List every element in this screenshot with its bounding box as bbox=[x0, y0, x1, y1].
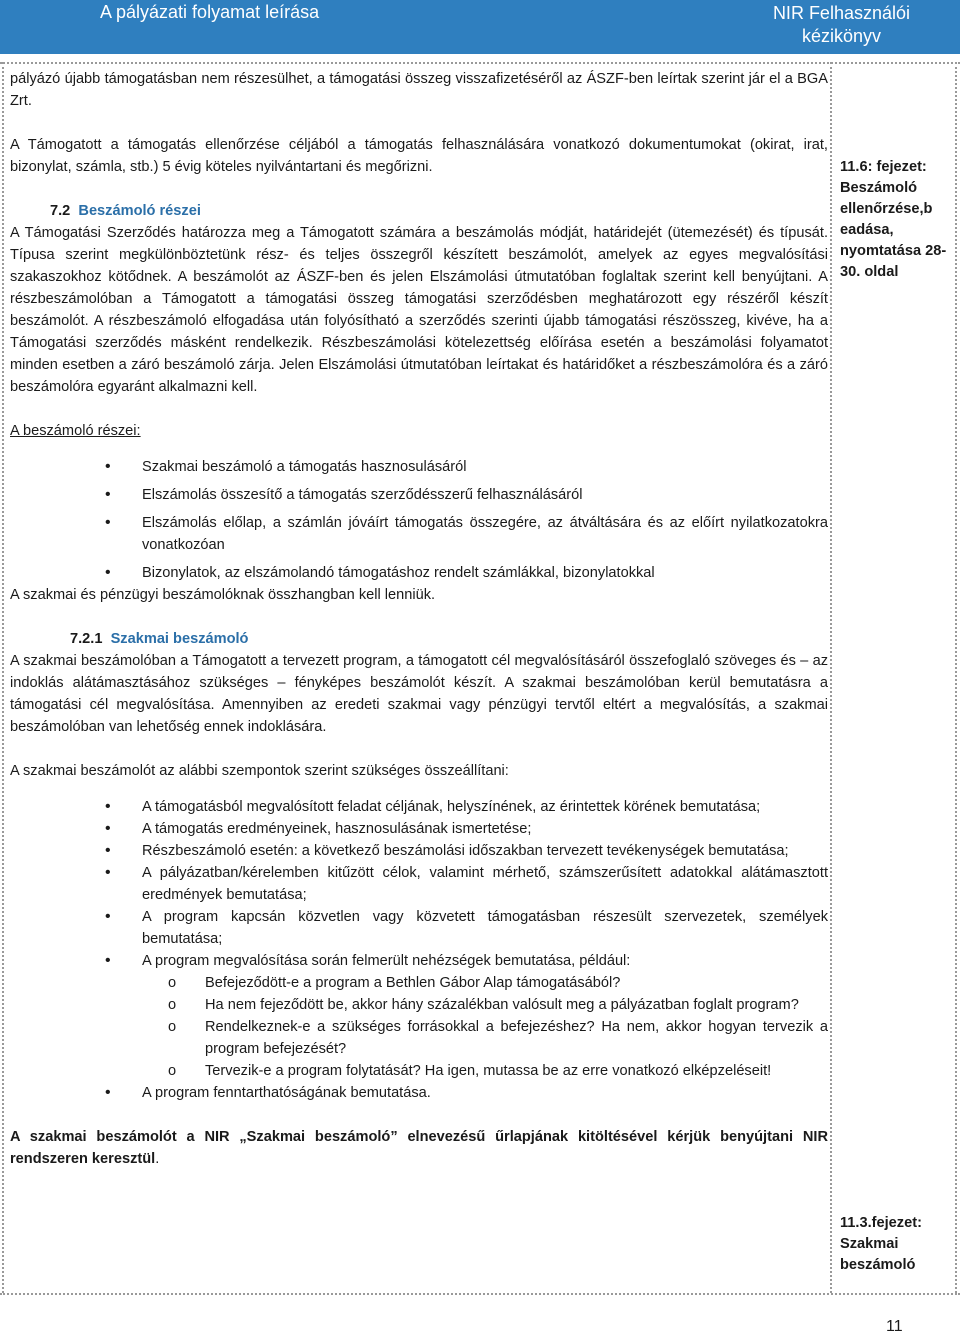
sublist-item: o Rendelkeznek-e a szükséges forrásokkal a befejezéshez? Ha nem, akkor hogyan tervezik a program befejezését? bbox=[10, 1016, 828, 1060]
list-item: • Elszámolás összesítő a támogatás szerződésszerű felhasználásáról bbox=[10, 484, 828, 506]
main-content bbox=[10, 68, 828, 1170]
paragraph-professional-report: A szakmai beszámolóban a Támogatott a tervezett program, a támogatott cél megvalósításáról összefoglaló szöveges és – az indoklás alátámasztásához szükséges – fényképes beszámolót készít. A szakmai beszámolóban kerül bemutatásra a támogatási cél megvalósítása. Amennyiben az eredeti szakmai vagy pénzügyi tervtől eltért a megvalósítás, a szakmai beszámolóban van lehetőség ennek indoklására. bbox=[10, 653, 828, 735]
section-title: Beszámoló részei bbox=[78, 203, 201, 219]
section-number: 7.2 bbox=[50, 203, 71, 219]
section-number: 7.2.1 bbox=[70, 631, 103, 647]
paragraph-criteria-intro: A szakmai beszámolót az alábbi szempontok szerint szükséges összeállítani: bbox=[10, 763, 509, 779]
report-parts-list bbox=[10, 456, 828, 584]
side-note-reference-1: 11.6: fejezet: Beszámoló ellenőrzése,b eadása, nyomtatása 28-30. oldal bbox=[840, 159, 947, 280]
list-item: • A pályázatban/kérelemben kitűzött célok, valamint mérhető, számszerűsített adatokkal alátámasztott eredmények bemutatása; bbox=[10, 862, 828, 906]
paragraph-report-types: A Támogatási Szerződés határozza meg a Támogatott számára a beszámolás módját, határidejét (ütemezését) és típusát. Típusa szerint megkülönböztetünk rész- és teljes összegről készített beszámolót, amelyek az egyes megvalósítási szakaszokhoz kötődnek. A beszámolót az ÁSZF-ben és jelen Elszámolási útmutatóban foglaltak szerint kell benyújtani. A részbeszámolóban a Támogatott a támogatási összeg támogatási szerződésben meghatározott egy részéről készít beszámolót. A részbeszámoló elfogadása után folyósítható a szerződés szerinti újabb támogatási részösszeg, kivéve, ha a Támogatási szerződés másként rendelkezik. Részbeszámolási kötelezettség előírása esetén a beszámolási folyamatot minden esetben a záró beszámoló zárja. Jelen Elszámolási útmutatóban leírtakat és határidőket a részbeszámolóra és a záró beszámolóra egyaránt alkalmazni kell. bbox=[10, 225, 828, 395]
side-note-reference-2: 11.3.fejezet: Szakmai beszámoló bbox=[840, 1215, 922, 1273]
list-item: • A program kapcsán közvetlen vagy közvetett támogatásban részesült szervezetek, személyek bemutatása; bbox=[10, 906, 828, 950]
submission-period: . bbox=[155, 1151, 160, 1167]
list-item: • Szakmai beszámoló a támogatás hasznosulásáról bbox=[10, 456, 828, 478]
section-title: Szakmai beszámoló bbox=[110, 631, 249, 647]
paragraph-consistency: A szakmai és pénzügyi beszámolóknak összhangban kell lenniük. bbox=[10, 587, 436, 603]
list-item: • A program megvalósítása során felmerült nehézségek bemutatása, például: bbox=[10, 950, 828, 972]
frame-border-left bbox=[2, 62, 4, 1293]
paragraph-submission bbox=[10, 1126, 828, 1170]
sublist-item: o Befejeződött-e a program a Bethlen Gábor Alap támogatásából? bbox=[10, 972, 828, 994]
page-number: 11 bbox=[886, 1318, 903, 1335]
header-title-right bbox=[773, 2, 910, 48]
list-item: • A támogatás eredményeinek, hasznosulásának ismertetése; bbox=[10, 818, 828, 840]
header-title-left: A pályázati folyamat leírása bbox=[100, 2, 320, 22]
list-item: • Bizonylatok, az elszámolandó támogatáshoz rendelt számlákkal, bizonylatokkal bbox=[10, 562, 828, 584]
section-heading-7-2 bbox=[10, 200, 828, 222]
difficulties-sublist bbox=[10, 972, 828, 1082]
criteria-list-end bbox=[10, 1082, 828, 1104]
paragraph-repayment: pályázó újabb támogatásban nem részesülhet, a támogatási összeg visszafizetéséről az ÁSZF-ben leírtak szerint jár el a BGA Zrt. bbox=[10, 71, 828, 109]
list-item: • A program fenntarthatóságának bemutatása. bbox=[10, 1082, 828, 1104]
frame-border-bottom bbox=[0, 1293, 960, 1295]
sublist-item: o Tervezik-e a program folytatását? Ha igen, mutassa be az erre vonatkozó elképzeléseit! bbox=[10, 1060, 828, 1082]
paragraph-document-retention: A Támogatott a támogatás ellenőrzése céljából a támogatás felhasználására vonatkozó dokumentumokat (okirat, irat, bizonylat, számla, stb.) 5 évig köteles nyilvántartani és megőrizni. bbox=[10, 137, 828, 175]
header-right-line2: kézikönyv bbox=[801, 26, 881, 46]
section-heading-7-2-1 bbox=[10, 628, 828, 650]
list-item: • Elszámolás előlap, a számlán jóváírt támogatás összegére, az átváltására és az előírt nyilatkozatokra vonatkozóan bbox=[10, 512, 828, 556]
sublist-item: o Ha nem fejeződött be, akkor hány százalékban valósult meg a pályázatban foglalt program? bbox=[10, 994, 828, 1016]
report-parts-title: A beszámoló részei: bbox=[10, 423, 141, 439]
submission-instruction: A szakmai beszámolót a NIR „Szakmai beszámoló” elnevezésű űrlapjának kitöltésével kérjük benyújtani NIR rendszeren keresztül bbox=[10, 1129, 828, 1167]
frame-divider bbox=[830, 62, 832, 1293]
list-item: • Részbeszámoló esetén: a következő beszámolási időszakban tervezett tevékenységek bemutatása; bbox=[10, 840, 828, 862]
frame-border-top bbox=[0, 62, 960, 64]
page-header bbox=[0, 0, 960, 54]
header-right-line1: NIR Felhasználói bbox=[772, 3, 910, 23]
list-item: • A támogatásból megvalósított feladat céljának, helyszínének, az érintettek körének bemutatása; bbox=[10, 796, 828, 818]
frame-border-right bbox=[955, 62, 957, 1293]
criteria-list bbox=[10, 796, 828, 972]
